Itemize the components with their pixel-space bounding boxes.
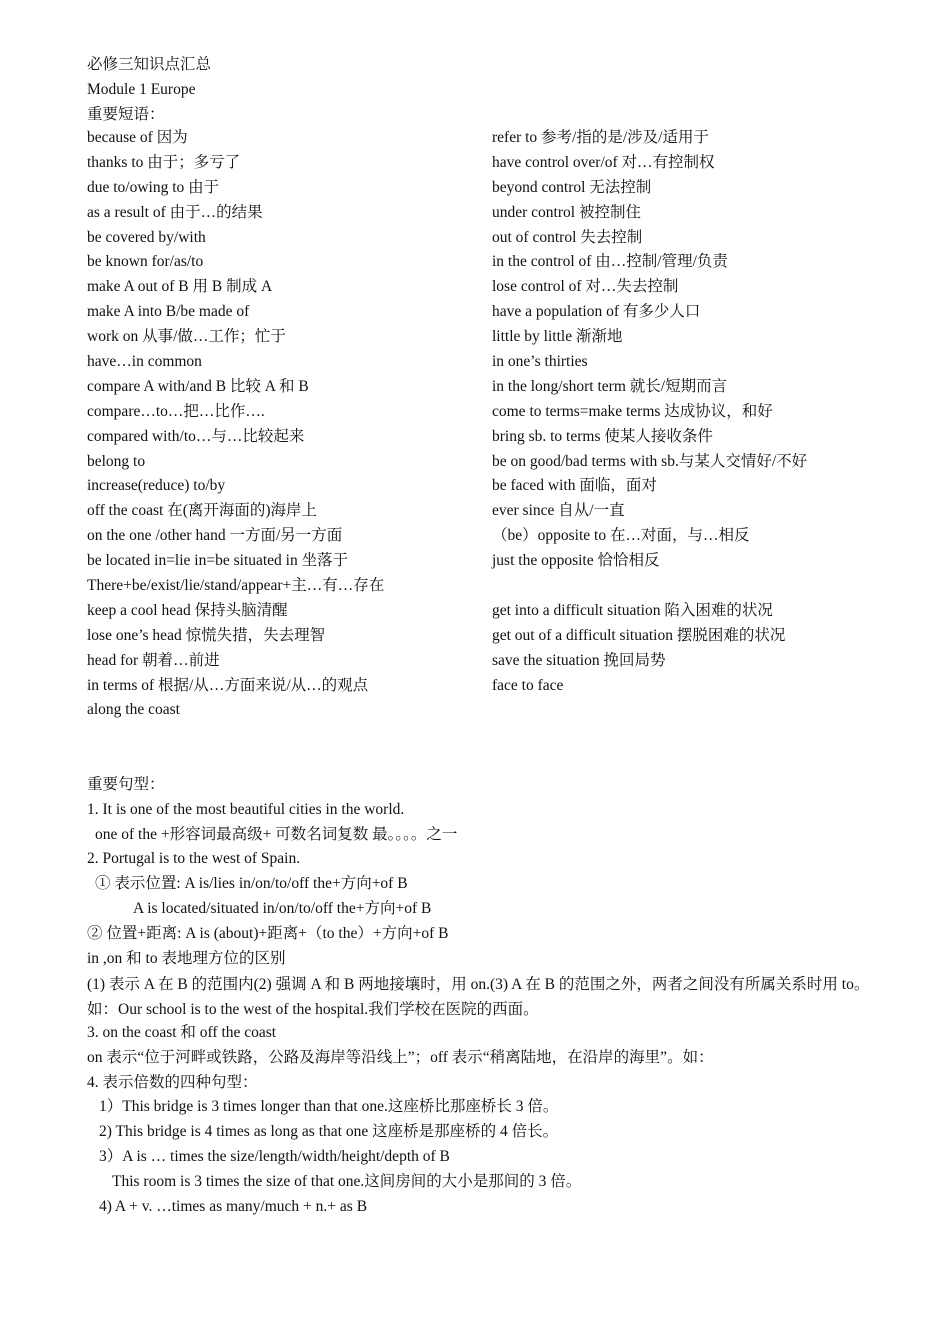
phrase-item: refer to 参考/指的是/涉及/适用于 bbox=[492, 129, 709, 146]
phrase-item: in the control of 由…控制/管理/负责 bbox=[492, 253, 728, 271]
phrase-item: have…in common bbox=[87, 353, 202, 371]
sentence-4-pattern-2: 2) This bridge is 4 times as long as that one 这座桥是那座桥的 4 倍长。 bbox=[99, 1123, 559, 1141]
phrase-item: in the long/short term 就长/短期而言 bbox=[492, 377, 728, 395]
phrase-item: compare…to…把…比作…. bbox=[87, 402, 265, 420]
phrase-item bbox=[492, 700, 912, 725]
phrase-item: be faced with 面临，面对 bbox=[492, 477, 657, 495]
phrase-item bbox=[492, 576, 912, 601]
phrase-item: lose one’s head 惊慌失措，失去理智 bbox=[87, 626, 326, 644]
phrase-item: as a result of 由于…的结果 bbox=[87, 203, 263, 221]
phrase-item: get into a difficult situation 陷入困难的状况 bbox=[492, 601, 773, 619]
sentence-1: 1. It is one of the most beautiful cities in the world. bbox=[87, 800, 405, 818]
phrase-item: head for 朝着…前进 bbox=[87, 651, 220, 669]
phrase-item: compared with/to…与…比较起来 bbox=[87, 427, 305, 445]
phrase-item: just the opposite 恰恰相反 bbox=[492, 552, 660, 570]
phrase-item: get out of a difficult situation 摆脱困难的状况 bbox=[492, 626, 786, 644]
phrase-item: make A out of B 用 B 制成 A bbox=[87, 278, 273, 296]
phrase-item: thanks to 由于；多亏了 bbox=[87, 153, 241, 171]
phrase-item: （be）opposite to 在…对面，与…相反 bbox=[492, 527, 750, 545]
phrase-item: in one’s thirties bbox=[492, 353, 588, 371]
phrase-item: make A into B/be made of bbox=[87, 303, 250, 321]
module-heading: Module 1 Europe bbox=[87, 81, 196, 98]
sentence-3-note: on 表示“位于河畔或铁路，公路及海岸等沿线上”；off 表示“稍离陆地，在沿岸的海里”。如： bbox=[87, 1048, 714, 1066]
phrase-item: be covered by/with bbox=[87, 228, 206, 246]
phrase-item: lose control of 对…失去控制 bbox=[492, 278, 679, 296]
sentence-1-note: one of the +形容词最高级+ 可数名词复数 最。。。。之一 bbox=[95, 825, 458, 843]
sentence-2-position: ① 表示位置: A is/lies in/on/to/off the+方向+of B bbox=[95, 875, 408, 893]
sentence-4-pattern-4: 4) A + v. …times as many/much + n.+ as B bbox=[99, 1197, 368, 1215]
phrase-item: because of 因为 bbox=[87, 129, 188, 146]
sentence-2-difference: in ,on 和 to 表地理方位的区别 bbox=[87, 949, 286, 967]
phrase-item: out of control 失去控制 bbox=[492, 228, 643, 246]
phrases-right-column bbox=[492, 128, 912, 725]
phrase-item: on the one /other hand 一方面/另一方面 bbox=[87, 527, 343, 545]
phrase-item: little by little 渐渐地 bbox=[492, 328, 623, 346]
phrase-item: along the coast bbox=[87, 701, 180, 719]
sentence-4-pattern-3: 3）A is … times the size/length/width/height/depth of B bbox=[99, 1147, 450, 1165]
document-title: 必修三知识点汇总 bbox=[87, 56, 212, 73]
phrase-item: There+be/exist/lie/stand/appear+主…有…存在 bbox=[87, 577, 385, 595]
sentence-4-pattern-1: 1）This bridge is 3 times longer than that one.这座桥比那座桥长 3 倍。 bbox=[99, 1098, 559, 1116]
phrase-item: due to/owing to 由于 bbox=[87, 178, 220, 196]
phrase-item: have a population of 有多少人口 bbox=[492, 303, 701, 321]
phrase-item: have control over/of 对…有控制权 bbox=[492, 153, 715, 171]
phrase-item: compare A with/and B 比较 A 和 B bbox=[87, 377, 309, 395]
sentence-3: 3. on the coast 和 off the coast bbox=[87, 1023, 277, 1041]
phrase-item: in terms of 根据/从…方面来说/从…的观点 bbox=[87, 676, 369, 694]
sentence-2: 2. Portugal is to the west of Spain. bbox=[87, 850, 301, 868]
sentences-heading: 重要句型： bbox=[87, 776, 165, 793]
phrase-item: belong to bbox=[87, 452, 146, 470]
sentence-patterns-section bbox=[87, 775, 877, 1221]
sentence-2-distance: ② 位置+距离: A is (about)+距离+（to the）+方向+of B bbox=[87, 924, 449, 942]
phrases-heading: 重要短语： bbox=[87, 106, 165, 123]
phrase-item: under control 被控制住 bbox=[492, 203, 641, 221]
sentence-2-located: A is located/situated in/on/to/off the+方向+of B bbox=[133, 899, 432, 917]
phrase-item: keep a cool head 保持头脑清醒 bbox=[87, 601, 288, 619]
sentence-4-pattern-3-example: This room is 3 times the size of that one.这间房间的大小是那间的 3 倍。 bbox=[112, 1172, 582, 1190]
phrase-item: off the coast 在(离开海面的)海岸上 bbox=[87, 502, 318, 520]
phrase-item: ever since 自从/一直 bbox=[492, 502, 625, 520]
phrase-item: increase(reduce) to/by bbox=[87, 477, 226, 495]
phrase-item: bring sb. to terms 使某人接收条件 bbox=[492, 427, 713, 445]
sentence-4: 4. 表示倍数的四种句型： bbox=[87, 1073, 258, 1091]
phrases-left-column bbox=[87, 128, 487, 725]
phrase-item: be on good/bad terms with sb.与某人交情好/不好 bbox=[492, 452, 808, 470]
sentence-2-explanation: (1) 表示 A 在 B 的范围内(2) 强调 A 和 B 两地接壤时，用 on.(3) A 在 B 的范围之外，两者之间没有所属关系时用 to。如：Our school is to the west of the hospital.我们学校在医院的西面。 bbox=[87, 976, 870, 1019]
phrase-item: face to face bbox=[492, 676, 564, 694]
phrase-item: be located in=lie in=be situated in 坐落于 bbox=[87, 552, 349, 570]
phrase-item: work on 从事/做…工作；忙于 bbox=[87, 328, 286, 346]
phrase-item: be known for/as/to bbox=[87, 253, 204, 271]
phrase-item: beyond control 无法控制 bbox=[492, 178, 652, 196]
phrase-item: save the situation 挽回局势 bbox=[492, 651, 666, 669]
phrase-item: come to terms=make terms 达成协议，和好 bbox=[492, 402, 773, 420]
